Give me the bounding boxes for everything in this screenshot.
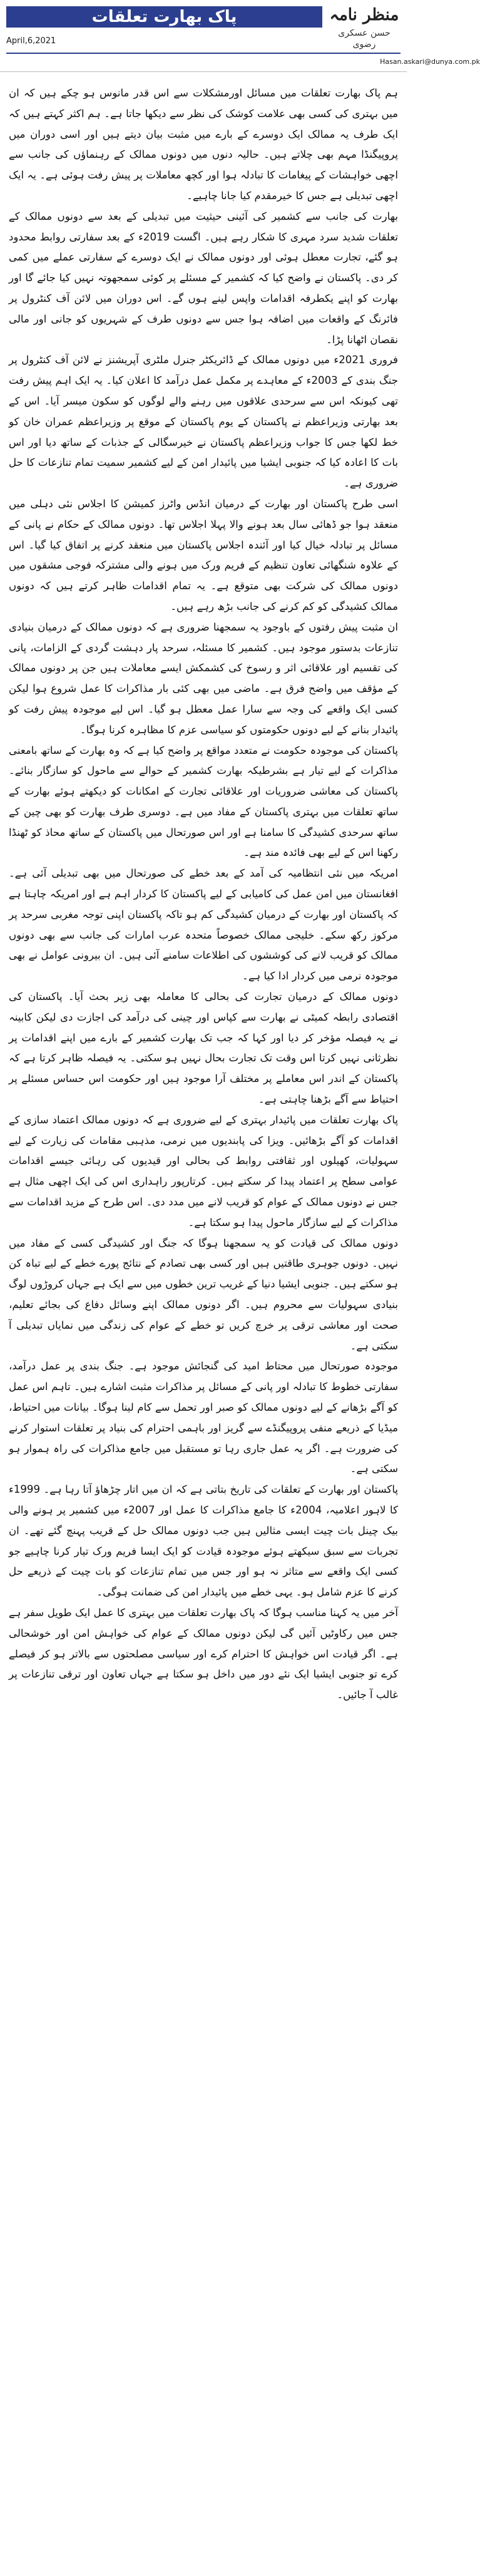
- article-paragraph: ہم پاک بھارت تعلقات میں مسائل اورمشکلات سے اس قدر مانوس ہو چکے ہیں کہ ان میں بہتری کی کسی بھی علامت کوشک کی نظر سے دیکھا جاتا ہے۔ ہم اکثر کہتے ہیں کہ ایک طرف یہ ممالک ایک دوسرے کے بارے میں مثبت بیان دیتے ہیں اور اسی دوران میں پروپیگنڈا مہم بھی چلاتے ہیں۔ حالیہ دنوں میں دونوں ممالک کے رہنماؤں کی جانب سے اچھی خواہشات کے پیغامات کا تبادلہ ہوا اور کچھ معاملات پر پیش رفت ہوئی ہے۔ یہ ایک اچھی تبدیلی ہے جس کا خیرمقدم کیا جانا چاہیے۔: [9, 87, 398, 202]
- author-name: حسن عسکری رضوی: [338, 28, 391, 49]
- article-paragraph: پاکستان کی موجودہ حکومت نے متعدد مواقع پر واضح کیا ہے کہ وہ بھارت کے ساتھ بامعنی مذاکرات کے لیے تیار ہے بشرطیکہ بھارت کشمیر کے حوالے سے ماحول کو سازگار بنائے۔ پاکستان کی معاشی ضروریات اور علاقائی تجارت کے امکانات کو دیکھتے ہوئے بھارت کے ساتھ تعلقات میں بہتری پاکستان کے مفاد میں ہے۔ دوسری طرف بھارت کو بھی چین کے ساتھ سرحدی کشیدگی کا سامنا ہے اور اس صورتحال میں پاکستان کے ساتھ محاذ کو ٹھنڈا رکھنا اس کے لیے بھی فائدہ مند ہے۔: [9, 744, 398, 859]
- publish-date: April,6,2021: [6, 36, 56, 46]
- article-paragraph: پاکستان اور بھارت کے تعلقات کی تاریخ بتاتی ہے کہ ان میں اتار چڑھاؤ آتا رہا ہے۔ 1999ء کا لاہور اعلامیہ، 2004ء کا جامع مذاکرات کا عمل اور 2007ء میں کشمیر پر ہونے والی بیک چینل بات چیت ایسی مثالیں ہیں جب دونوں ممالک حل کے قریب پہنچ گئے تھے۔ ان تجربات سے سبق سیکھتے ہوئے موجودہ قیادت کو ایک ایسا فریم ورک تیار کرنا چاہیے جو کسی ایک واقعے سے متاثر نہ ہو اور جس میں تمام تنازعات کو بات چیت کے ذریعے حل کرنے کا عزم شامل ہو۔ یہی خطے میں پائیدار امن کی ضمانت ہوگی۔: [9, 1483, 398, 1599]
- article-title: پاک بھارت تعلقات: [6, 6, 322, 28]
- article-paragraph: دونوں ممالک کے درمیان تجارت کی بحالی کا معاملہ بھی زیر بحث آیا۔ پاکستان کی اقتصادی رابطہ کمیٹی نے بھارت سے کپاس اور چینی کی درآمد کی اجازت دی لیکن کابینہ نے یہ فیصلہ مؤخر کر دیا اور کہا کہ جب تک بھارت کشمیر کے بارے میں اپنے اقدامات پر نظرثانی نہیں کرتا اس وقت تک تجارت بحال نہیں ہو سکتی۔ یہ فیصلہ ظاہر کرتا ہے کہ پاکستان کے اندر اس معاملے پر مختلف آرا موجود ہیں اور حکومت اس حساس مسئلے پر احتیاط سے آگے بڑھنا چاہتی ہے۔: [9, 991, 398, 1106]
- article-paragraph: دونوں ممالک کی قیادت کو یہ سمجھنا ہوگا کہ جنگ اور کشیدگی کسی کے مفاد میں نہیں۔ دونوں جوہری طاقتیں ہیں اور کسی بھی تصادم کے نتائج پورے خطے کے لیے تباہ کن ہو سکتے ہیں۔ جنوبی ایشیا دنیا کے غریب ترین خطوں میں سے ایک ہے جہاں کروڑوں لوگ بنیادی سہولیات سے محروم ہیں۔ اگر دونوں ممالک اپنے وسائل دفاع کی بجائے تعلیم، صحت اور معاشی ترقی پر خرچ کریں تو خطے کے عوام کی زندگی میں نمایاں تبدیلی آ سکتی ہے۔: [9, 1237, 398, 1352]
- column-header: [0, 0, 480, 72]
- article-paragraph: اسی طرح پاکستان اور بھارت کے درمیان انڈس واٹرز کمیشن کا اجلاس نئی دہلی میں منعقد ہوا جو ڈھائی سال بعد ہونے والا پہلا اجلاس تھا۔ دونوں ممالک کے حکام نے پانی کے مسائل پر تبادلہ خیال کیا اور آئندہ اجلاس پاکستان میں منعقد کرنے پر اتفاق کیا گیا۔ اس کے علاوہ شنگھائی تعاون تنظیم کے فریم ورک میں ہونے والی مشترکہ فوجی مشقوں میں دونوں ممالک کی شرکت بھی متوقع ہے۔ یہ تمام اقدامات ظاہر کرتے ہیں کہ دونوں ممالک کشیدگی کو کم کرنے کی جانب بڑھ رہے ہیں۔: [9, 497, 398, 612]
- header-divider: [6, 53, 401, 54]
- article-paragraph: موجودہ صورتحال میں محتاط امید کی گنجائش موجود ہے۔ جنگ بندی پر عمل درآمد، سفارتی خطوط کا تبادلہ اور پانی کے مسائل پر مذاکرات مثبت اشارے ہیں۔ تاہم اس عمل کو آگے بڑھانے کے لیے دونوں ممالک کو صبر اور تحمل سے کام لینا ہوگا۔ بیانات میں احتیاط، میڈیا کے ذریعے منفی پروپیگنڈے سے گریز اور باہمی احترام کی بنیاد پر تعلقات استوار کرنے کی ضرورت ہے۔ اگر یہ عمل جاری رہا تو مستقبل میں جامع مذاکرات کی راہ ہموار ہو سکتی ہے۔: [9, 1360, 398, 1475]
- column-logo: [327, 3, 402, 54]
- column-name: منظر نامہ: [329, 6, 399, 24]
- date-row: [6, 35, 322, 49]
- article-paragraph: ان مثبت پیش رفتوں کے باوجود یہ سمجھنا ضروری ہے کہ دونوں ممالک کے درمیان بنیادی تنازعات بدستور موجود ہیں۔ کشمیر کا مسئلہ، سرحد پار دہشت گردی کے الزامات، پانی کی تقسیم اور علاقائی اثر و رسوخ کی کشمکش ایسے معاملات ہیں جن پر دونوں ممالک کے مؤقف میں واضح فرق ہے۔ ماضی میں بھی کئی بار مذاکرات کا عمل شروع ہوا لیکن کسی ایک واقعے کی وجہ سے سارا عمل معطل ہو گیا۔ اس لیے موجودہ پیش رفت کو پائیدار بنانے کے لیے دونوں حکومتوں کو سیاسی عزم کا مظاہرہ کرنا ہوگا۔: [9, 621, 398, 736]
- article-paragraph: پاک بھارت تعلقات میں پائیدار بہتری کے لیے ضروری ہے کہ دونوں ممالک اعتماد سازی کے اقدامات کو آگے بڑھائیں۔ ویزا کی پابندیوں میں نرمی، مذہبی مقامات کی زیارت کے لیے سہولیات، کھیلوں اور ثقافتی روابط کی بحالی اور قیدیوں کی رہائی جیسے اقدامات عوامی سطح پر اعتماد پیدا کر سکتے ہیں۔ کرتارپور راہداری اس کی ایک اچھی مثال ہے جس نے دونوں ممالک کے عوام کو قریب لانے میں مدد دی۔ اس طرح کے مزید اقدامات سے مذاکرات کے لیے سازگار ماحول پیدا ہو سکتا ہے۔: [9, 1113, 398, 1229]
- article-paragraph: آخر میں یہ کہنا مناسب ہوگا کہ پاک بھارت تعلقات میں بہتری کا عمل ایک طویل سفر ہے جس میں رکاوٹیں آئیں گی لیکن دونوں ممالک کے عوام کی خواہش امن اور خوشحالی ہے۔ اگر قیادت اس خواہش کا احترام کرے اور سیاسی مصلحتوں سے بالاتر ہو کر فیصلے کرے تو جنوبی ایشیا ایک نئے دور میں داخل ہو سکتا ہے جہاں تعاون اور ترقی تنازعات پر غالب آ جائیں۔: [9, 1606, 398, 1701]
- article-body: [0, 72, 407, 1706]
- article-paragraph: فروری 2021ء میں دونوں ممالک کے ڈائریکٹر جنرل ملٹری آپریشنز نے لائن آف کنٹرول پر جنگ بندی کے 2003ء کے معاہدے پر مکمل عمل درآمد کا اعلان کیا۔ یہ ایک اہم پیش رفت تھی کیونکہ اس سے سرحدی علاقوں میں رہنے والے لوگوں کو سکون میسر آیا۔ اس کے بعد بھارتی وزیراعظم نے پاکستان کے یوم پاکستان کے موقع پر وزیراعظم عمران خان کو خط لکھا جس کا جواب وزیراعظم پاکستان نے خیرسگالی کے جذبات کے ساتھ دیا اور اس بات کا اعادہ کیا کہ جنوبی ایشیا میں پائیدار امن کے لیے کشمیر سمیت تمام تنازعات کا حل ضروری ہے۔: [9, 354, 398, 490]
- article-paragraph: بھارت کی جانب سے کشمیر کی آئینی حیثیت میں تبدیلی کے بعد سے دونوں ممالک کے تعلقات شدید سرد مہری کا شکار رہے ہیں۔ اگست 2019ء کے بعد سفارتی روابط محدود ہو گئے، تجارت معطل ہوئی اور دونوں ممالک نے ایک دوسرے کے سفارتی عملے میں کمی کر دی۔ پاکستان نے واضح کیا کہ کشمیر کے مسئلے پر کوئی سمجھوتہ نہیں کیا جائے گا اور بھارت کو اپنے یکطرفہ اقدامات واپس لینے ہوں گے۔ اس دوران میں لائن آف کنٹرول پر فائرنگ کے واقعات میں اضافہ ہوا جس سے دونوں طرف کے شہریوں کو جانی اور مالی نقصان اٹھانا پڑا۔: [9, 210, 398, 346]
- author-email: Hasan.askari@dunya.com.pk: [380, 58, 480, 66]
- article-paragraph: امریکہ میں نئی انتظامیہ کی آمد کے بعد خطے کی صورتحال میں بھی تبدیلی آئی ہے۔ افغانستان میں امن عمل کی کامیابی کے لیے پاکستان کا کردار اہم ہے اور امریکہ چاہتا ہے کہ پاکستان اور بھارت کے درمیان کشیدگی کم ہو تاکہ پاکستان اپنی توجہ مغربی سرحد پر مرکوز رکھ سکے۔ خلیجی ممالک خصوصاً متحدہ عرب امارات کی جانب سے بھی دونوں ممالک کو قریب لانے کی کوششوں کی اطلاعات سامنے آئی ہیں۔ ان بیرونی عوامل نے بھی موجودہ نرمی میں کردار ادا کیا ہے۔: [9, 867, 398, 982]
